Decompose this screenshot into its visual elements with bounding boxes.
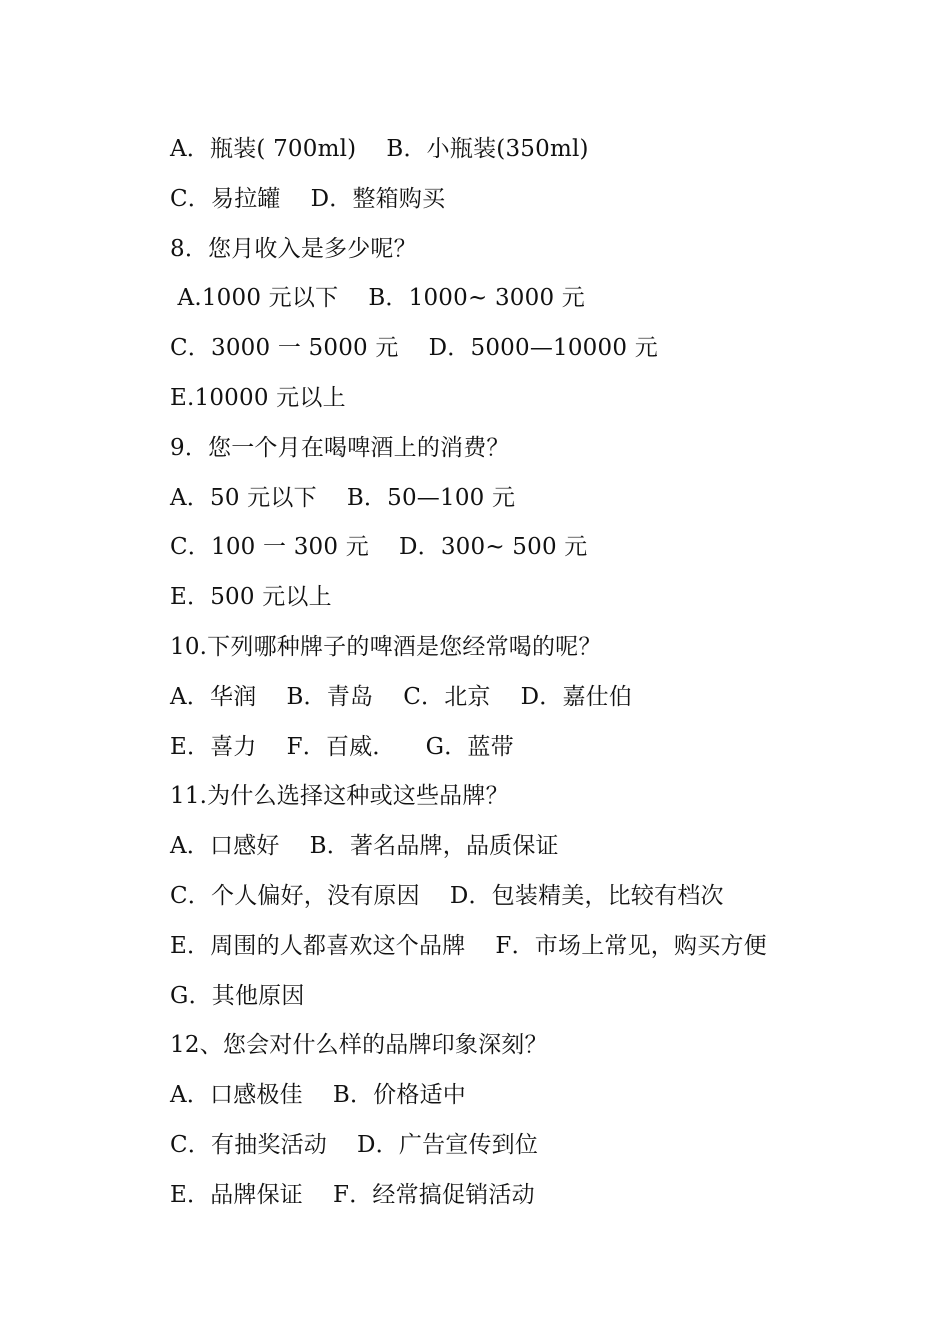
- question-12: 12、您会对什么样的品牌印象深刻？: [170, 1032, 548, 1059]
- option-line-bottle-type: A．瓶装( 700ml) B．小瓶装(350ml): [170, 136, 589, 162]
- q11-options-ab: A．口感好 B．著名品牌，品质保证: [170, 833, 559, 860]
- q11-option-g: G．其他原因: [170, 982, 305, 1009]
- survey-content: [170, 125, 870, 1221]
- q12-options-ef: E．品牌保证 F．经常搞促销活动: [170, 1181, 535, 1208]
- q8-options-ab: A.1000 元以下 B．1000~ 3000 元: [170, 285, 585, 312]
- q9-options-cd: C．100 一 300 元 D．300~ 500 元: [170, 534, 588, 561]
- q11-options-cd: C．个人偏好，没有原因 D．包装精美，比较有档次: [170, 882, 724, 909]
- option-line-can-box: C．易拉罐 D．整箱购买: [170, 185, 446, 212]
- q10-options-efg: E．喜力 F．百威． G．蓝带: [170, 733, 514, 760]
- q12-options-cd: C．有抽奖活动 D．广告宣传到位: [170, 1131, 539, 1158]
- question-11: 11.为什么选择这种或这些品牌？: [170, 783, 509, 810]
- q11-options-ef: E．周围的人都喜欢这个品牌 F．市场上常见，购买方便: [170, 932, 767, 959]
- question-8: 8．您月收入是多少呢？: [170, 235, 417, 262]
- q10-options-abcd: A．华润 B．青岛 C．北京 D．嘉仕伯: [170, 683, 633, 710]
- q12-options-ab: A．口感极佳 B．价格适中: [170, 1082, 466, 1109]
- question-10: 10.下列哪种牌子的啤酒是您经常喝的呢？: [170, 633, 602, 660]
- q8-option-e: E.10000 元以上: [170, 384, 346, 411]
- q8-options-cd: C．3000 一 5000 元 D．5000—10000 元: [170, 335, 658, 362]
- q9-options-ab: A．50 元以下 B．50—100 元: [170, 484, 516, 511]
- q9-option-e: E．500 元以上: [170, 584, 332, 611]
- question-9: 9．您一个月在喝啤酒上的消费？: [170, 434, 510, 461]
